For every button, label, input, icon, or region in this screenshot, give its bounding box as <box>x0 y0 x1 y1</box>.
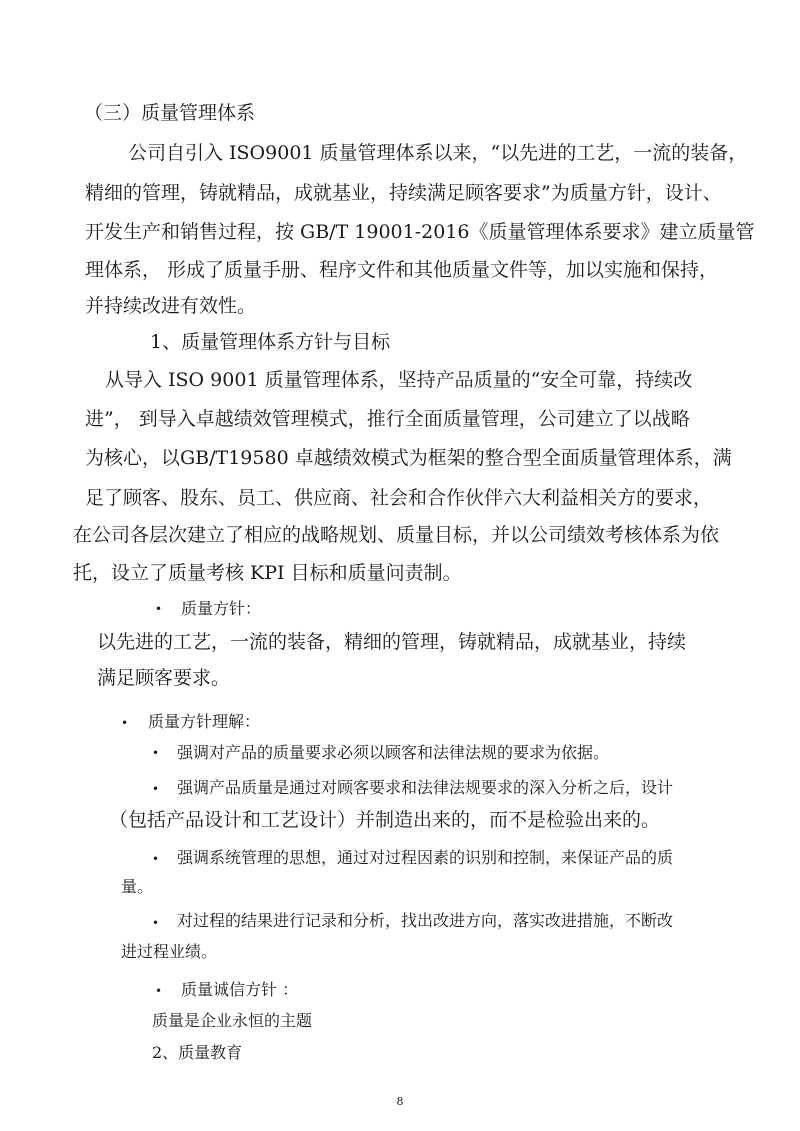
understanding-item-line: 强调系统管理的思想，通过对过程因素的识别和控制，来保证产品的质 <box>177 848 674 867</box>
understanding-label: 质量方针理解： <box>148 712 261 731</box>
bullet-icon: • <box>155 602 163 616</box>
bullet-icon: • <box>155 984 163 998</box>
policy-line: 以先进的工艺，一流的装备，精细的管理，铸就精品，成就基业，持续 <box>97 631 687 653</box>
subsection1-line: 为核心，以GB/T19580 卓越绩效模式为框架的整合型全面质量管理体系，满 <box>85 447 732 469</box>
integrity-text: 质量是企业永恒的主题 <box>152 1011 313 1030</box>
intro-line: 并持续改进有效性。 <box>85 295 257 317</box>
page-number: 8 <box>396 1095 404 1108</box>
understanding-item-line: 强调对产品的质量要求必须以顾客和法律法规的要求为依据。 <box>177 743 610 762</box>
intro-line: 精细的管理，铸就精品，成就基业，持续满足顾客要求”为质量方针，设计、 <box>85 182 722 204</box>
subsection1-line: 在公司各层次建立了相应的战略规划、质量目标，并以公司绩效考核体系为依 <box>73 524 720 546</box>
subsection1-line: 从导入 ISO 9001 质量管理体系，坚持产品质量的“安全可靠，持续改 <box>105 369 693 391</box>
subsection1-line: 足了顾客、股东、员工、供应商、社会和合作伙伴六大利益相关方的要求， <box>85 487 713 509</box>
subsection1-title: 1、质量管理体系方针与目标 <box>150 331 391 353</box>
understanding-item-line: 对过程的结果进行记录和分析，找出改进方向，落实改进措施，不断改 <box>177 911 674 930</box>
policy-line: 满足顾客要求。 <box>97 667 231 689</box>
subsection1-line: 托，设立了质量考核 KPI 目标和质量问责制。 <box>73 562 462 584</box>
bullet-icon: • <box>152 852 160 866</box>
integrity-label: 质量诚信方针 ： <box>181 980 299 999</box>
understanding-item-line: 进过程业绩。 <box>121 942 218 961</box>
bullet-icon: • <box>121 716 129 730</box>
bullet-icon: • <box>152 746 160 760</box>
bullet-icon: • <box>152 916 160 930</box>
intro-line: 理体系， 形成了质量手册、程序文件和其他质量文件等，加以实施和保持， <box>85 259 719 281</box>
intro-line: 开发生产和销售过程，按 GB/T 19001-2016《质量管理体系要求》建立质量管 <box>85 221 755 243</box>
subsection2-title: 2、质量教育 <box>152 1043 243 1062</box>
subsection1-line: 进”， 到导入卓越绩效管理模式，推行全面质量管理，公司建立了以战略 <box>85 408 690 430</box>
understanding-item-line: 强调产品质量是通过对顾客要求和法律法规要求的深入分析之后，设计 <box>177 778 674 797</box>
intro-line: 公司自引入 ISO9001 质量管理体系以来，“以先进的工艺，一流的装备， <box>128 142 748 164</box>
policy-label: 质量方针： <box>181 599 262 618</box>
section-title: （三）质量管理体系 <box>84 102 256 124</box>
understanding-item-line: 量。 <box>121 877 154 896</box>
understanding-item-line: （包括产品设计和工艺设计）并制造出来的，而不是检验出来的。 <box>109 809 661 831</box>
bullet-icon: • <box>152 782 160 796</box>
